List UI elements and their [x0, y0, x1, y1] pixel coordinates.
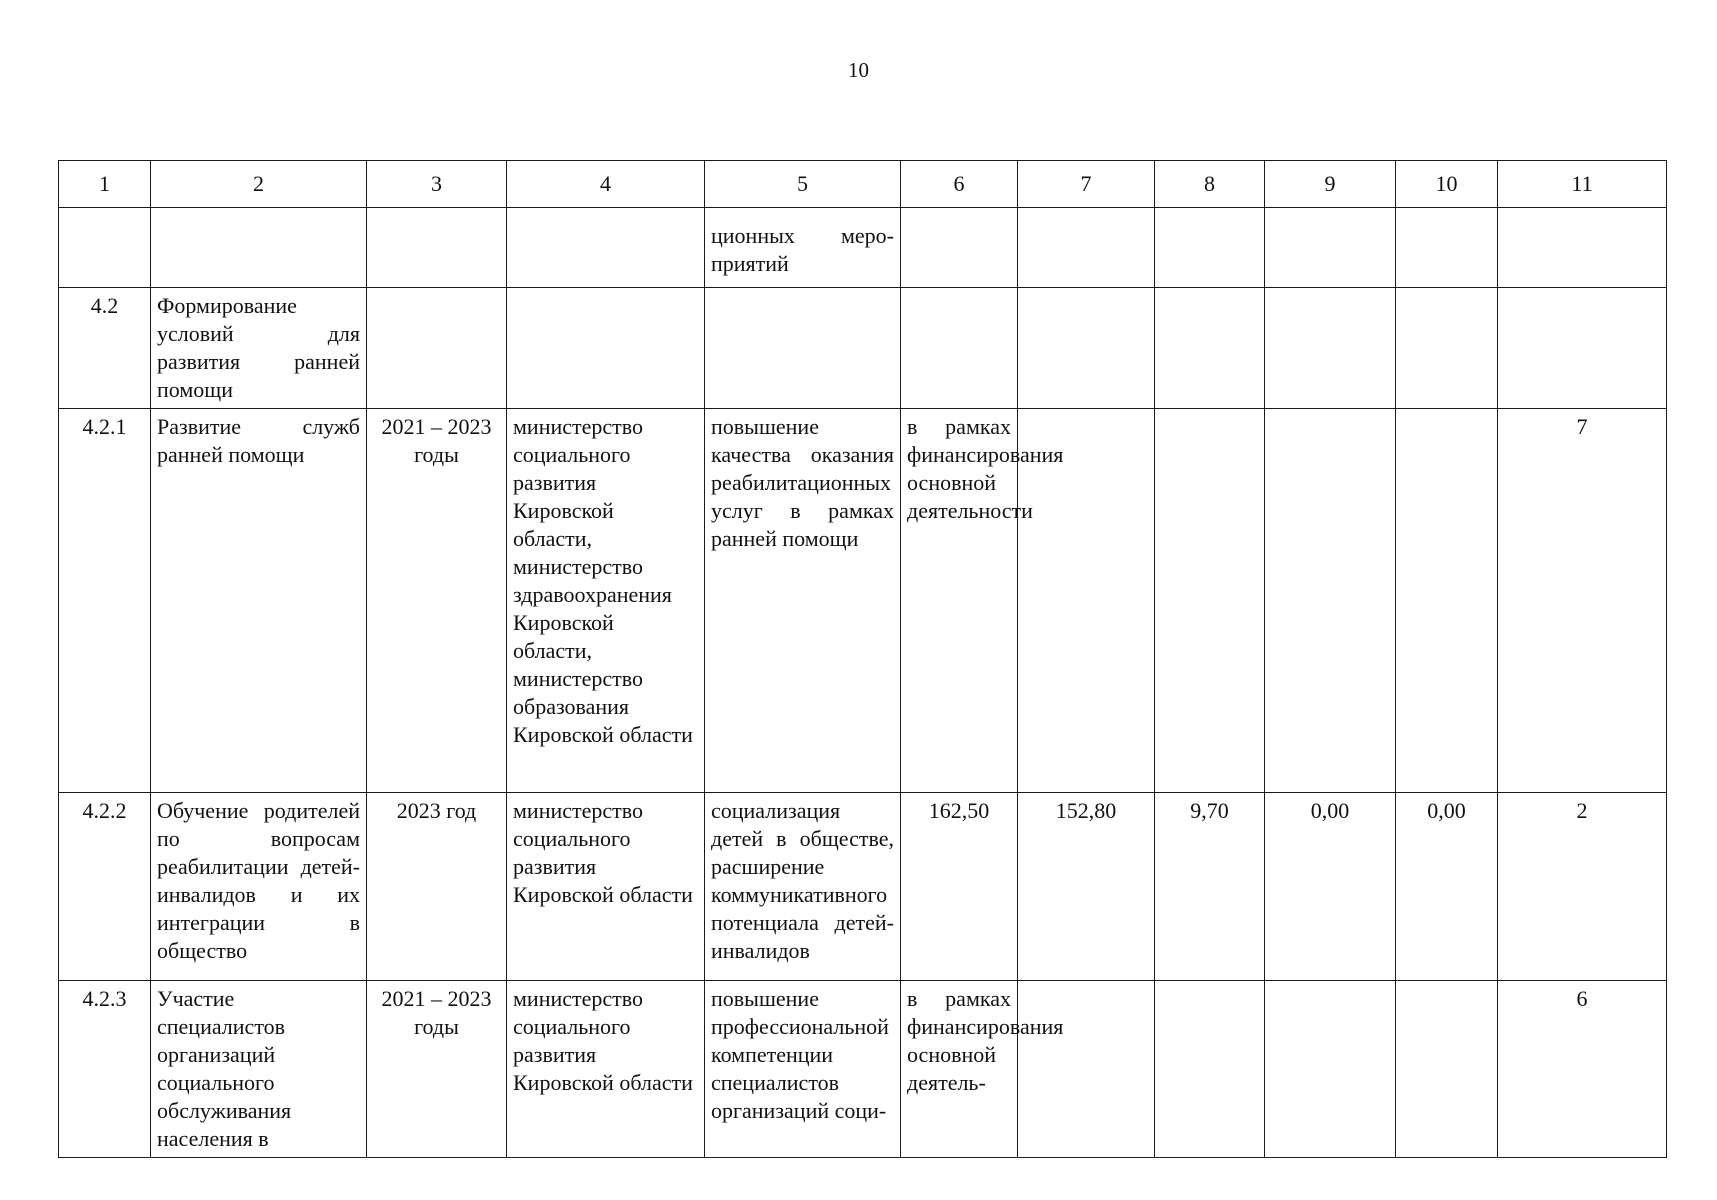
row-number: 4.2.2 — [59, 793, 151, 981]
activity-result — [705, 288, 901, 409]
cell-col9 — [1265, 409, 1396, 793]
cell-col9: 0,00 — [1265, 793, 1396, 981]
column-header: 8 — [1155, 161, 1265, 208]
activity-period: 2021 – 2023 годы — [367, 981, 507, 1158]
cell-col6 — [901, 288, 1018, 409]
cell-col8 — [1155, 409, 1265, 793]
cell-col6: в рамках финансирования основной деятельности — [901, 409, 1018, 793]
cell-col8 — [1155, 208, 1265, 288]
activity-executor: министерство социального развития Кировской области — [507, 981, 705, 1158]
cell-col9 — [1265, 981, 1396, 1158]
row-number — [59, 208, 151, 288]
cell-col6 — [901, 208, 1018, 288]
activity-result: повышение качества оказания реабилитационных услуг в рамках ранней помощи — [705, 409, 901, 793]
cell-col8 — [1155, 288, 1265, 409]
activity-result: ционных меро-приятий — [705, 208, 901, 288]
cell-col7 — [1018, 208, 1155, 288]
activity-name: Обучение родителей по вопросам реабилитации детей-инвалидов и их интеграции в общество — [151, 793, 367, 981]
table-row — [59, 981, 1667, 1158]
table-row — [59, 409, 1667, 793]
cell-col10 — [1396, 208, 1498, 288]
row-number: 4.2.1 — [59, 409, 151, 793]
activity-result: социализация детей в обществе, расширение коммуникативного потенциала детей-инвалидов — [705, 793, 901, 981]
activity-period: 2023 год — [367, 793, 507, 981]
activity-name: Развитие служб ранней помощи — [151, 409, 367, 793]
cell-col7: 152,80 — [1018, 793, 1155, 981]
row-number: 4.2 — [59, 288, 151, 409]
column-header: 3 — [367, 161, 507, 208]
cell-col7 — [1018, 288, 1155, 409]
activity-period — [367, 288, 507, 409]
column-header: 2 — [151, 161, 367, 208]
activity-executor: министерство социального развития Кировской области — [507, 793, 705, 981]
column-header: 4 — [507, 161, 705, 208]
activity-result: повышение профессиональной компетенции специалистов организаций соци- — [705, 981, 901, 1158]
cell-col10 — [1396, 981, 1498, 1158]
activity-executor: министерство социального развития Кировской области, министерство здравоохранения Кировской области, министерство образования Кировской области — [507, 409, 705, 793]
table-row — [59, 288, 1667, 409]
activity-name: Участие специалистов организаций социального обслуживания населения в — [151, 981, 367, 1158]
cell-col8 — [1155, 981, 1265, 1158]
cell-col6: 162,50 — [901, 793, 1018, 981]
column-header: 7 — [1018, 161, 1155, 208]
activity-period: 2021 – 2023 годы — [367, 409, 507, 793]
cell-col11 — [1498, 208, 1667, 288]
column-header: 9 — [1265, 161, 1396, 208]
column-header: 6 — [901, 161, 1018, 208]
cell-col9 — [1265, 208, 1396, 288]
column-header: 11 — [1498, 161, 1667, 208]
column-header: 1 — [59, 161, 151, 208]
cell-col11: 6 — [1498, 981, 1667, 1158]
activity-executor — [507, 208, 705, 288]
cell-col10 — [1396, 409, 1498, 793]
activity-name: Формирование условий для развития ранней помощи — [151, 288, 367, 409]
cell-col11: 2 — [1498, 793, 1667, 981]
cell-col6: в рамках финансирования основной деятель- — [901, 981, 1018, 1158]
column-header: 10 — [1396, 161, 1498, 208]
activity-executor — [507, 288, 705, 409]
row-number: 4.2.3 — [59, 981, 151, 1158]
cell-col8: 9,70 — [1155, 793, 1265, 981]
activity-name — [151, 208, 367, 288]
table-row — [59, 793, 1667, 981]
table-row — [59, 208, 1667, 288]
page-number: 10 — [848, 58, 869, 82]
cell-col7 — [1018, 981, 1155, 1158]
activity-period — [367, 208, 507, 288]
cell-col9 — [1265, 288, 1396, 409]
cell-col11: 7 — [1498, 409, 1667, 793]
column-numbers-row — [59, 161, 1667, 208]
cell-col10: 0,00 — [1396, 793, 1498, 981]
cell-col10 — [1396, 288, 1498, 409]
program-activities-table — [58, 160, 1667, 1158]
column-header: 5 — [705, 161, 901, 208]
cell-col11 — [1498, 288, 1667, 409]
